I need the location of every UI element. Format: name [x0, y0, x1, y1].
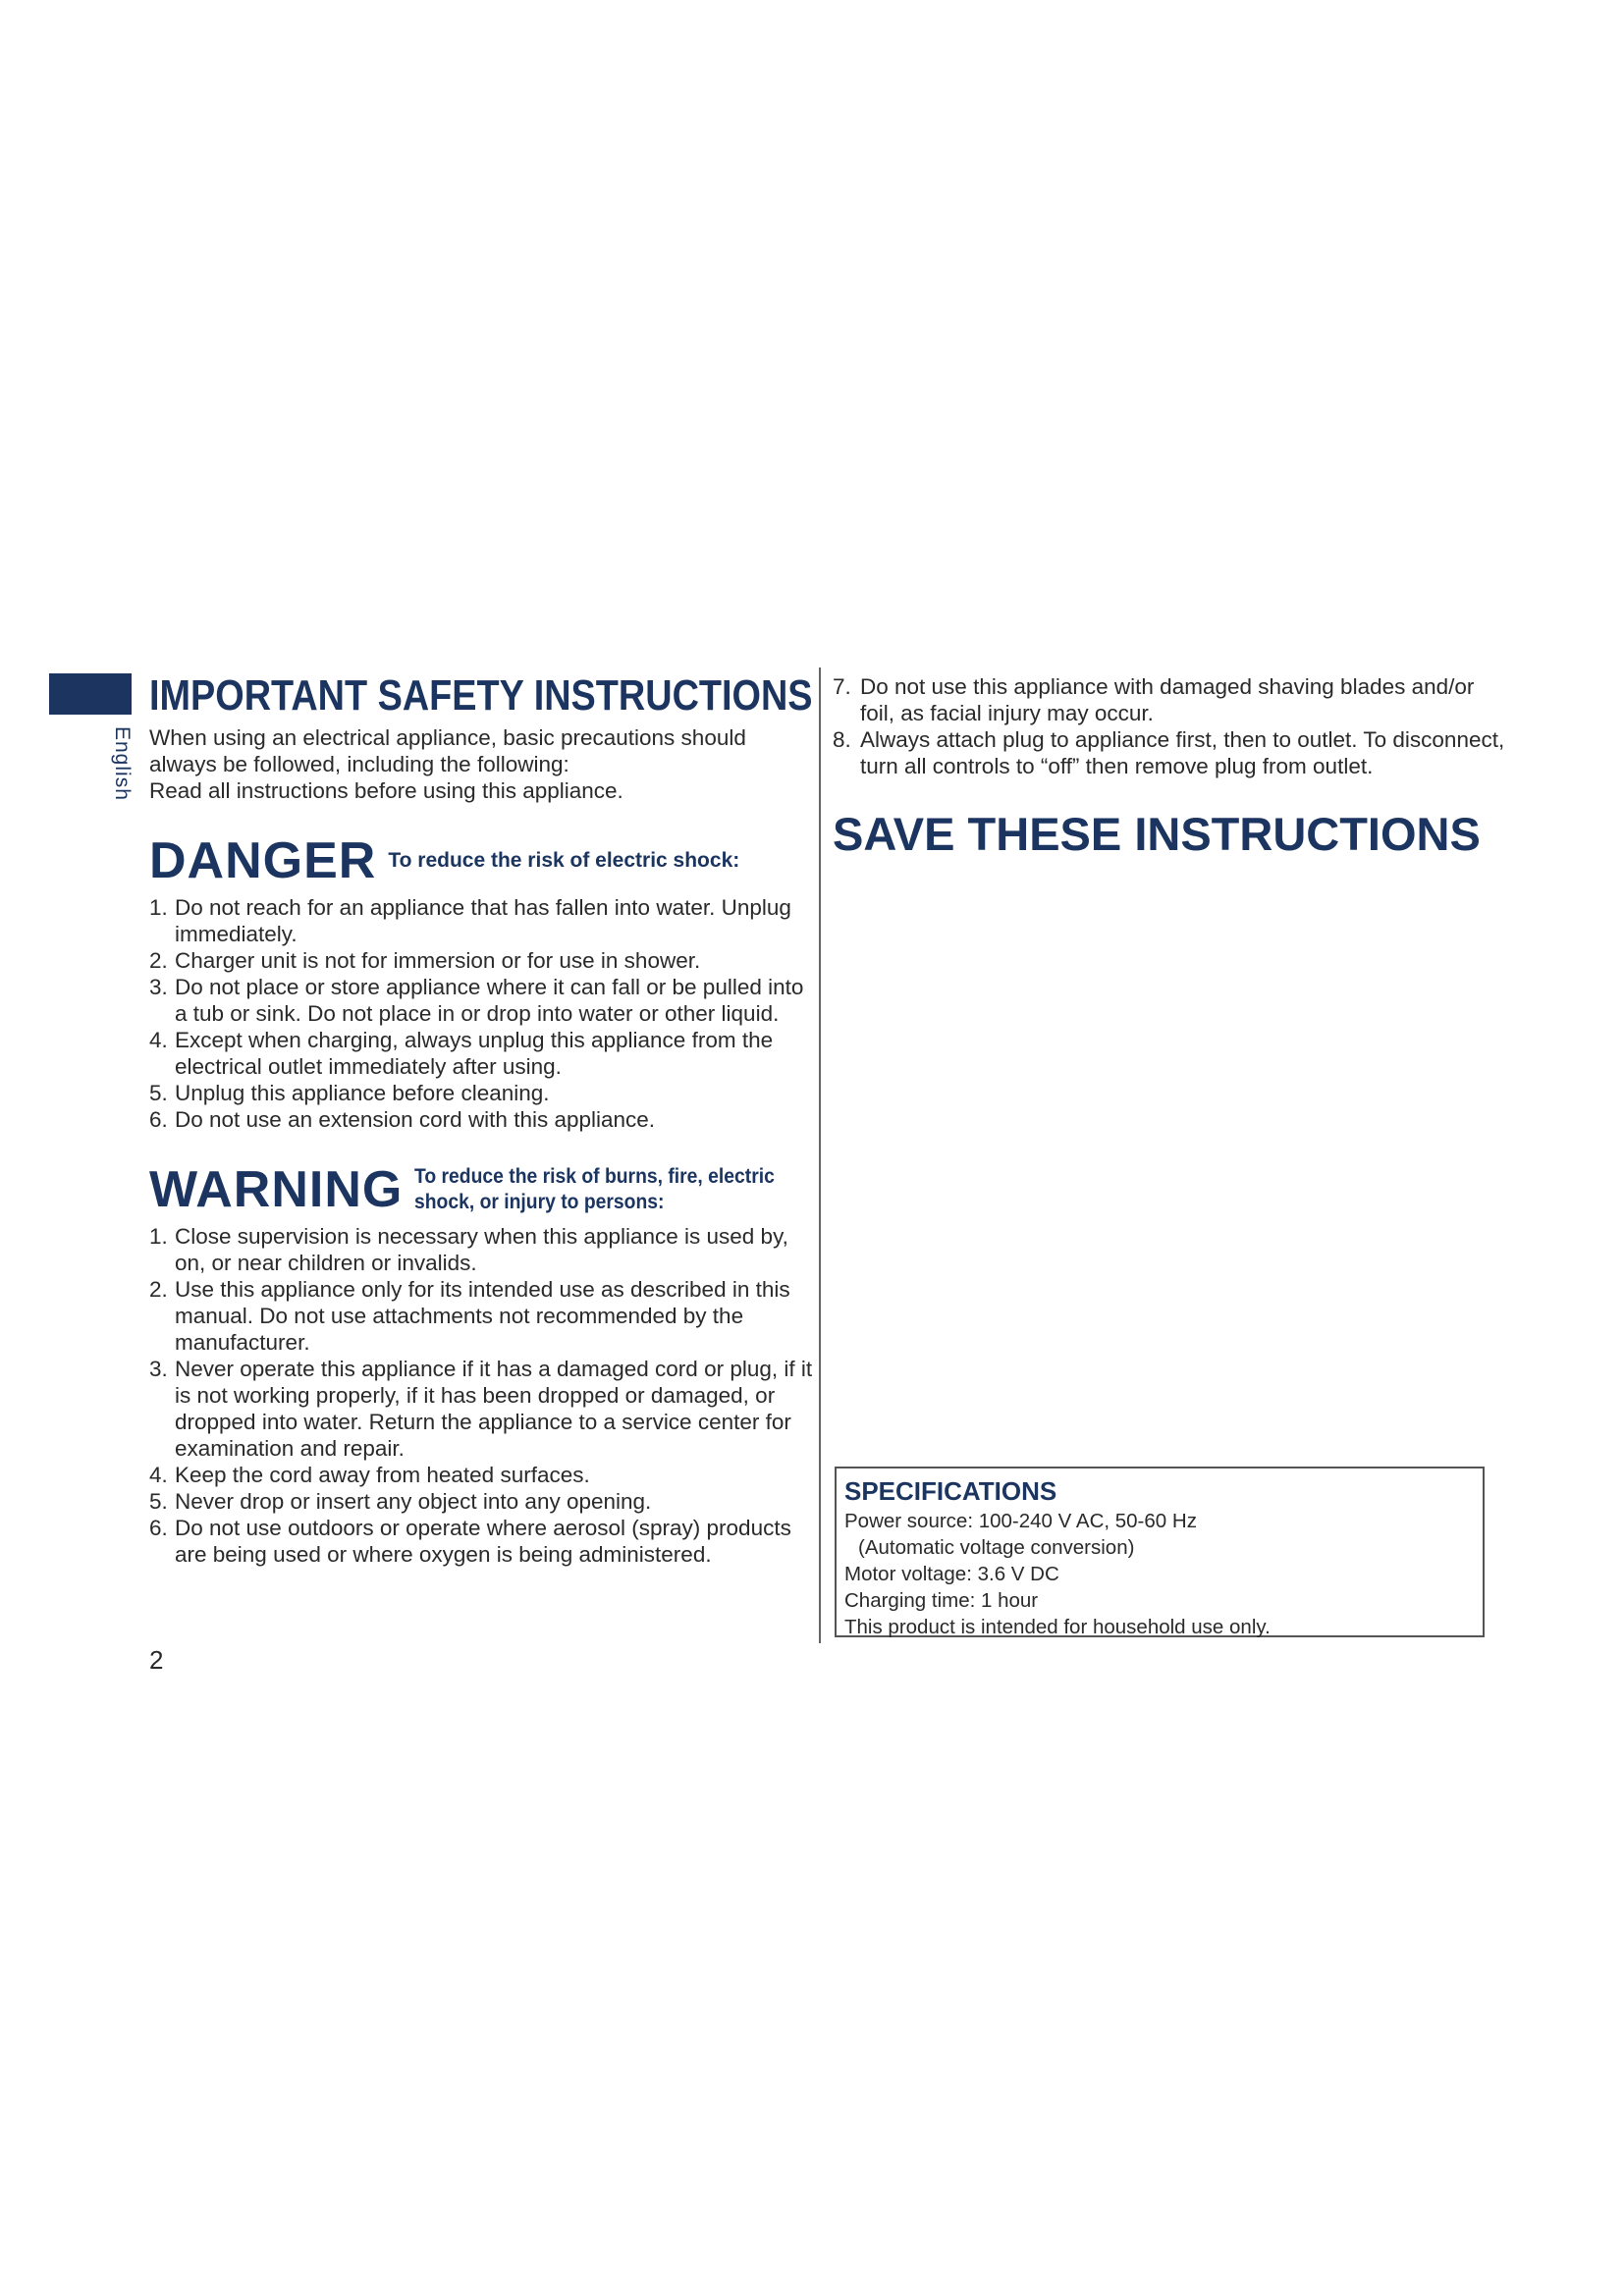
- item-number: 1.: [149, 895, 168, 920]
- item-text: Do not reach for an appliance that has fallen into water. Unplug immediately.: [175, 895, 791, 946]
- list-item: [149, 1027, 813, 1080]
- item-number: 6.: [149, 1107, 168, 1132]
- warning-heading: WARNING: [149, 1161, 404, 1218]
- item-number: 5.: [149, 1081, 168, 1105]
- danger-header: [149, 833, 813, 888]
- left-column: [149, 671, 813, 1568]
- item-number: 4.: [149, 1028, 168, 1052]
- item-text: Do not place or store appliance where it can fall or be pulled into a tub or sink. Do not place in or drop into water or other liquid.: [175, 975, 804, 1026]
- right-column: [833, 667, 1506, 862]
- item-text: Do not use outdoors or operate where aerosol (spray) products are being used or where oxygen is being administered.: [175, 1516, 791, 1567]
- language-label: English: [111, 726, 134, 801]
- list-item: [149, 947, 813, 974]
- item-text: Keep the cord away from heated surfaces.: [175, 1463, 590, 1487]
- list-item: [149, 1462, 813, 1488]
- warning-subheading-line: shock, or injury to persons:: [414, 1191, 665, 1213]
- intro-line: When using an electrical appliance, basic precautions should: [149, 725, 746, 750]
- item-number: 8.: [833, 727, 851, 752]
- item-text: Charger unit is not for immersion or for use in shower.: [175, 948, 701, 973]
- intro-text: [149, 724, 813, 804]
- warning-header: [149, 1162, 813, 1217]
- item-text: Never operate this appliance if it has a damaged cord or plug, if it is not working properly, if it has been dropped or damaged, or dropped into water. Return the appliance to a service center for examination and repair.: [175, 1357, 813, 1461]
- intro-line: always be followed, including the following:: [149, 752, 569, 776]
- page-number: 2: [149, 1645, 164, 1675]
- item-text: Do not use this appliance with damaged shaving blades and/or foil, as facial injury may occur.: [860, 674, 1475, 725]
- item-number: 4.: [149, 1463, 168, 1487]
- list-item: [149, 1356, 813, 1462]
- item-text: Except when charging, always unplug this appliance from the electrical outlet immediately after using.: [175, 1028, 774, 1079]
- list-item: [149, 1106, 813, 1133]
- item-text: Unplug this appliance before cleaning.: [175, 1081, 550, 1105]
- item-text: Close supervision is necessary when this appliance is used by, on, or near children or invalids.: [175, 1224, 788, 1275]
- spec-household-note: This product is intended for household use only.: [844, 1616, 1271, 1638]
- item-number: 7.: [833, 674, 851, 699]
- danger-heading: DANGER: [149, 832, 377, 889]
- warning-subheading-line: To reduce the risk of burns, fire, electric: [414, 1165, 776, 1188]
- item-number: 3.: [149, 1357, 168, 1381]
- spec-power-source: Power source: 100-240 V AC, 50-60 Hz: [844, 1510, 1197, 1532]
- item-number: 6.: [149, 1516, 168, 1540]
- intro-line: Read all instructions before using this appliance.: [149, 778, 623, 803]
- specifications-title: SPECIFICATIONS: [844, 1476, 1057, 1506]
- item-number: 2.: [149, 1277, 168, 1302]
- column-divider: [819, 667, 821, 1643]
- list-item: [149, 1080, 813, 1106]
- danger-subheading: To reduce the risk of electric shock:: [388, 849, 740, 872]
- specifications-box: [835, 1467, 1485, 1637]
- spec-motor-voltage: Motor voltage: 3.6 V DC: [844, 1563, 1059, 1585]
- spec-power-note: (Automatic voltage conversion): [858, 1536, 1135, 1559]
- language-tab-marker: [49, 673, 132, 715]
- save-instructions-heading: SAVE THESE INSTRUCTIONS: [833, 808, 1481, 860]
- item-number: 2.: [149, 948, 168, 973]
- item-text: Use this appliance only for its intended use as described in this manual. Do not use attachments not recommended by the manufacturer.: [175, 1277, 790, 1355]
- warning-subheading: [414, 1164, 775, 1215]
- warning-list-continued: [833, 673, 1506, 779]
- list-item: [149, 894, 813, 947]
- warning-list: [149, 1223, 813, 1568]
- list-item: [833, 673, 1506, 726]
- page-title: IMPORTANT SAFETY INSTRUCTIONS: [149, 671, 813, 720]
- list-item: [149, 974, 813, 1027]
- item-number: 1.: [149, 1224, 168, 1249]
- item-text: Always attach plug to appliance first, then to outlet. To disconnect, turn all controls to “off” then remove plug from outlet.: [860, 727, 1505, 778]
- item-text: Never drop or insert any object into any opening.: [175, 1489, 652, 1514]
- list-item: [833, 726, 1506, 779]
- list-item: [149, 1276, 813, 1356]
- list-item: [149, 1488, 813, 1515]
- item-number: 5.: [149, 1489, 168, 1514]
- list-item: [149, 1223, 813, 1276]
- item-number: 3.: [149, 975, 168, 999]
- spec-charging-time: Charging time: 1 hour: [844, 1589, 1039, 1612]
- item-text: Do not use an extension cord with this appliance.: [175, 1107, 656, 1132]
- danger-list: [149, 894, 813, 1133]
- list-item: [149, 1515, 813, 1568]
